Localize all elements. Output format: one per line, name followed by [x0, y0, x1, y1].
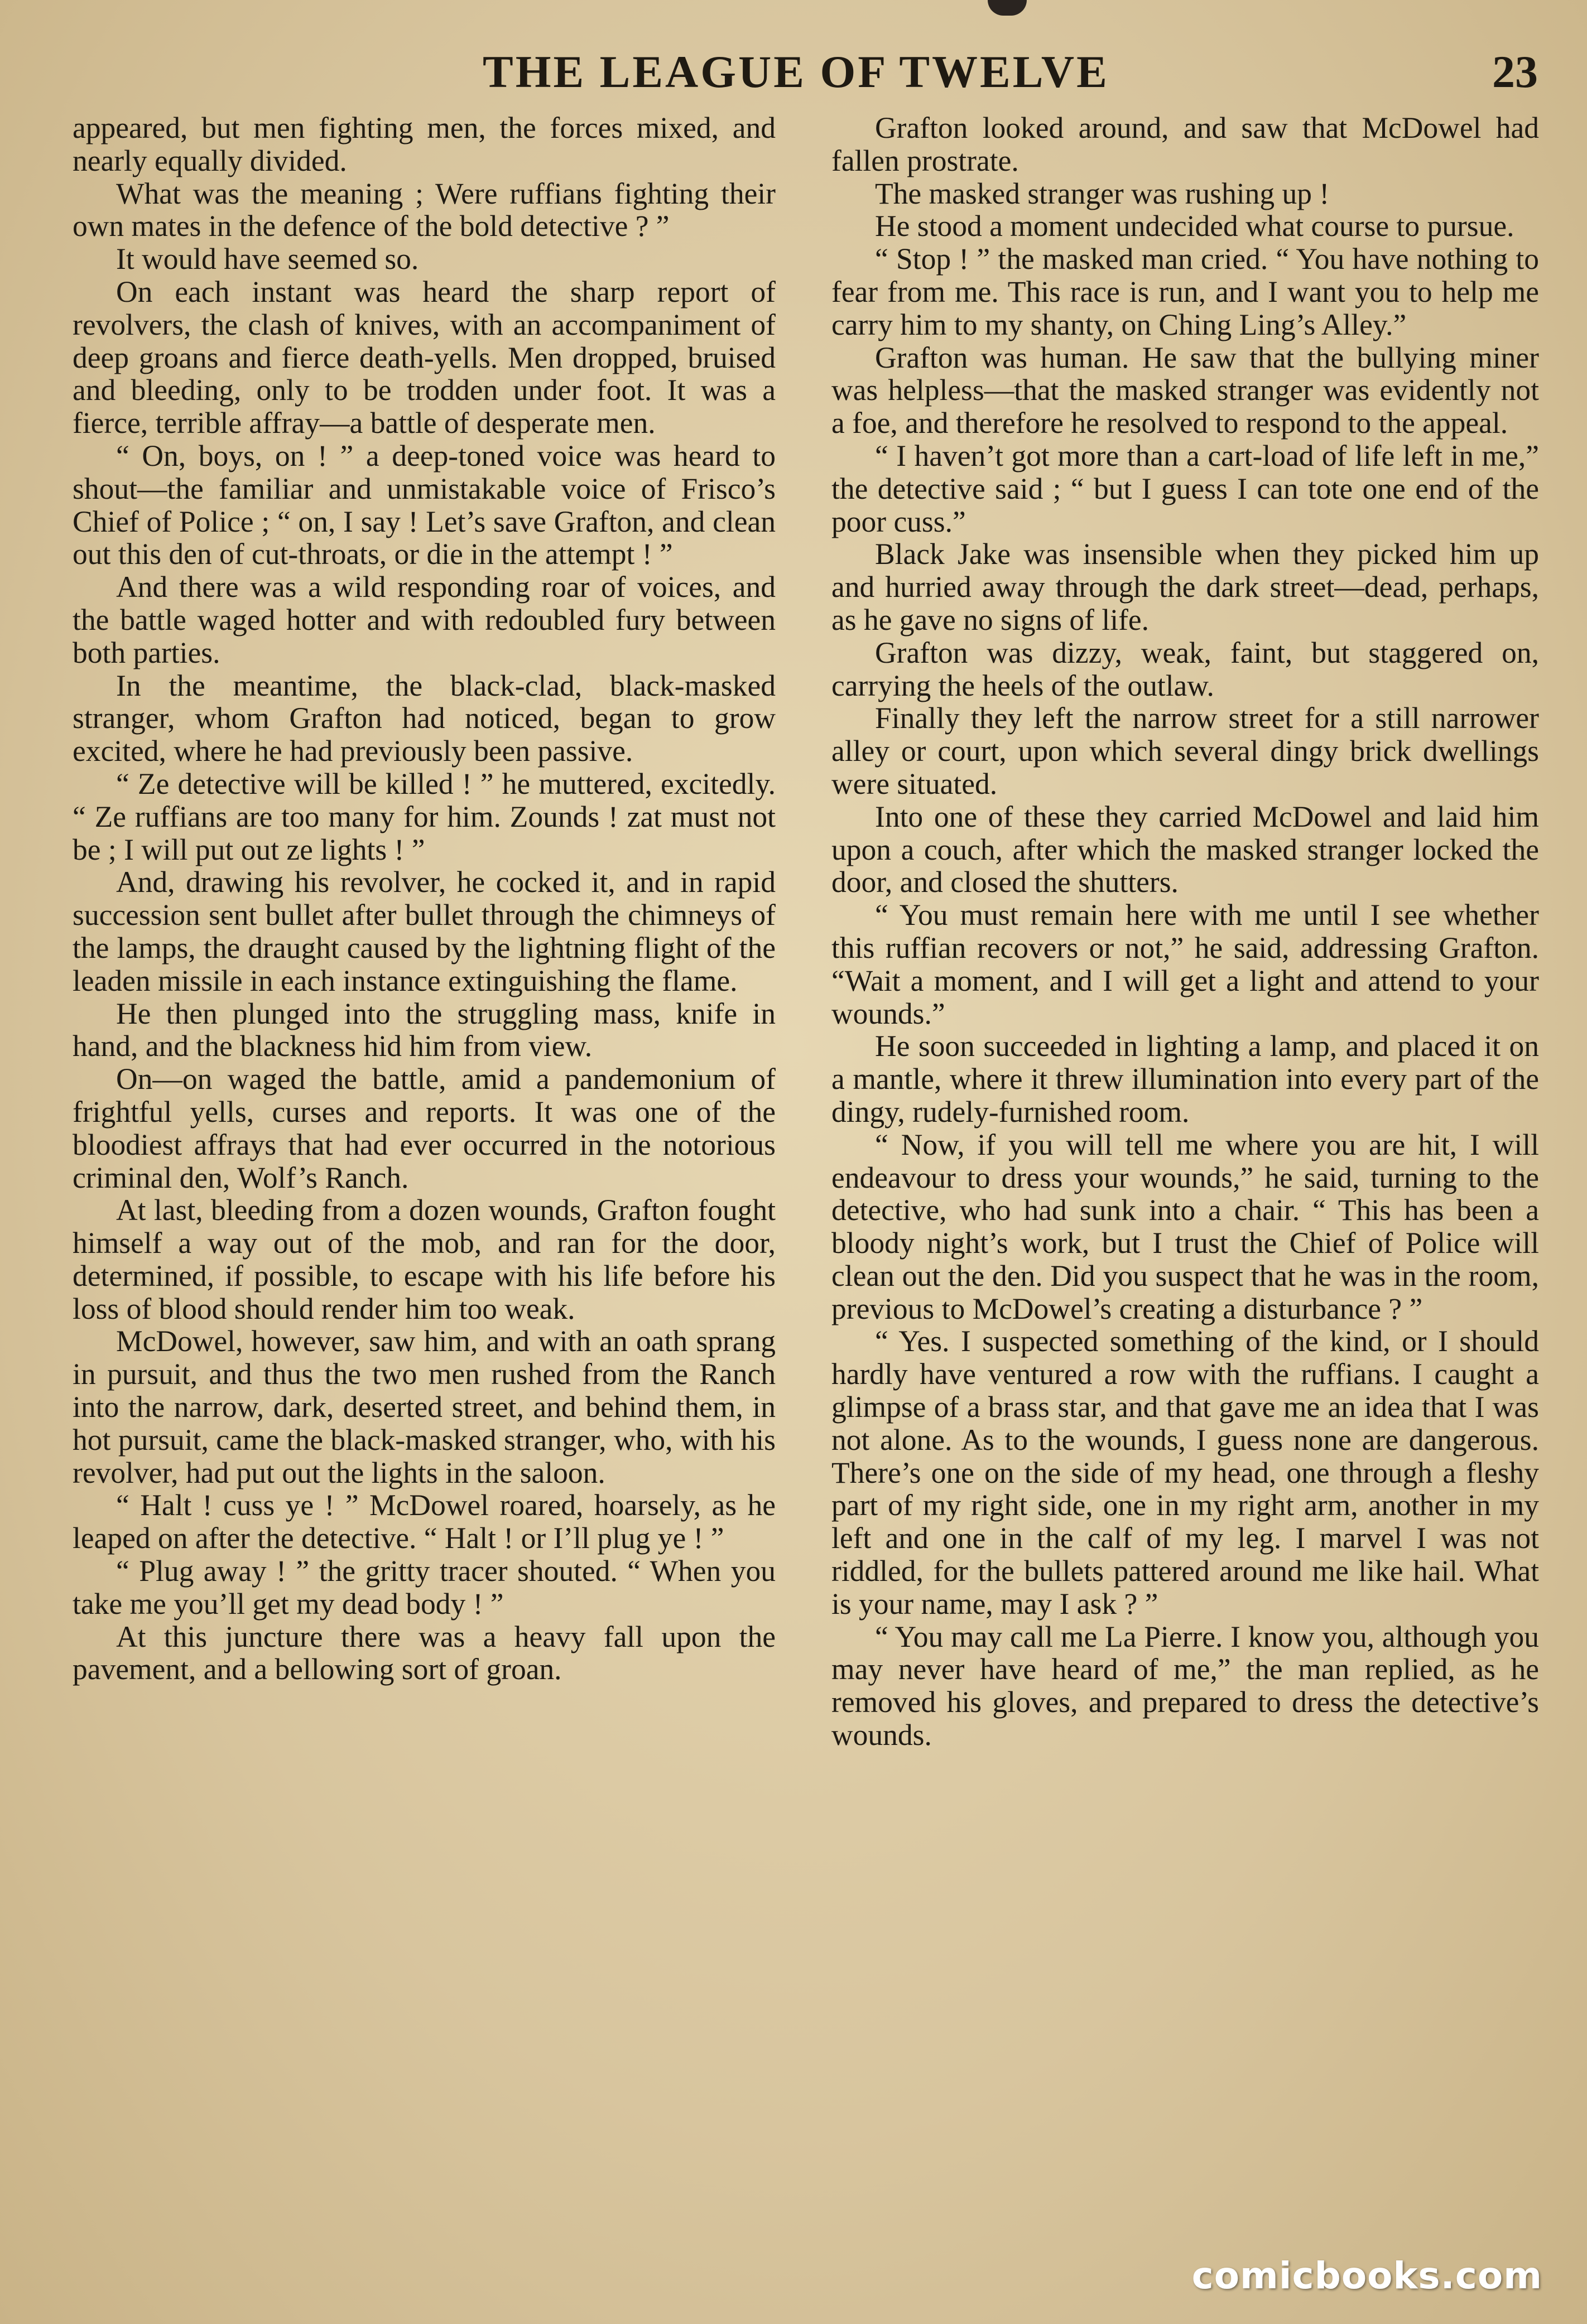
paragraph: appeared, but men fighting men, the forces mixed, and nearly equally divided.: [73, 111, 776, 177]
paragraph: In the meantime, the black-clad, black-masked stranger, whom Grafton had noticed, began to grow excited, where he had previously been passive.: [73, 668, 776, 768]
paragraph: Grafton looked around, and saw that McDowel had fallen prostrate.: [831, 111, 1539, 177]
paragraph: “ You may call me La Pierre. I know you, although you may never have heard of me,” the man replied, as he removed his gloves, and prepared to dress the detective’s wounds.: [831, 1619, 1539, 1752]
paragraph: He stood a moment undecided what course to pursue.: [875, 209, 1514, 243]
paragraph: Finally they left the narrow street for a still narrower alley or court, upon which several dingy brick dwellings were situated.: [831, 701, 1539, 801]
paragraph: McDowel, however, saw him, and with an oath sprang in pursuit, and thus the two men rushed from the Ranch into the narrow, dark, deserted street, and behind them, in hot pursuit, came the black-masked stranger, who, with his revolver, had put out the lights in the saloon.: [73, 1324, 776, 1489]
paragraph: “ Ze detective will be killed ! ” he muttered, excitedly. “ Ze ruffians are too many for him. Zounds ! zat must not be ; I will put out ze lights ! ”: [73, 766, 776, 866]
paragraph: On each instant was heard the sharp report of revolvers, the clash of knives, with an accompaniment of deep groans and fierce death-yells. Men dropped, bruised and bleeding, only to be trodden under foot. It was a fierce, terrible affray—a battle of desperate men.: [73, 274, 776, 440]
page-title: THE LEAGUE OF TWELVE: [483, 46, 1109, 97]
paragraph: Black Jake was insensible when they picked him up and hurried away through the dark street—dead, perhaps, as he gave no signs of life.: [831, 537, 1539, 637]
paragraph: Into one of these they carried McDowel and laid him upon a couch, after which the masked stranger locked the door, and closed the shutters.: [831, 799, 1539, 899]
paragraph: Grafton was human. He saw that the bullying miner was helpless—that the masked stranger was evidently not a foe, and therefore he resolved to respond to the appeal.: [831, 340, 1539, 440]
paragraph: He soon succeeded in lighting a lamp, and placed it on a mantle, where it threw illumination into every part of the dingy, rudely-furnished room.: [831, 1029, 1539, 1129]
paragraph: “ Now, if you will tell me where you are hit, I will endeavour to dress your wounds,” he said, turning to the detective, who had sunk into a chair. “ This has been a bloody night’s work, but I trust the Chief of Police will clean out the den. Did you suspect that he was in the room, previous to McDowel’s creating a disturbance ? ”: [831, 1127, 1539, 1325]
paragraph: And there was a wild responding roar of voices, and the battle waged hotter and with redoubled fury between both parties.: [73, 570, 776, 669]
paragraph: The masked stranger was rushing up !: [875, 176, 1330, 210]
paragraph: On—on waged the battle, amid a pandemonium of frightful yells, curses and reports. It was one of the bloodiest affrays that had ever occurred in the notorious criminal den, Wolf’s Ranch.: [73, 1062, 776, 1194]
paragraph: Grafton was dizzy, weak, faint, but staggered on, carrying the heels of the outlaw.: [831, 635, 1539, 702]
paragraph: At this juncture there was a heavy fall upon the pavement, and a bellowing sort of groan.: [73, 1619, 776, 1686]
left-column: [73, 112, 776, 1686]
paragraph: It would have seemed so.: [116, 242, 419, 276]
paragraph: “ Stop ! ” the masked man cried. “ You have nothing to fear from me. This race is run, and I want you to help me carry him to my shanty, on Ching Ling’s Alley.”: [831, 242, 1539, 341]
paragraph: “ You must remain here with me until I see whether this ruffian recovers or not,” he said, addressing Grafton. “Wait a moment, and I will get a light and attend to your wounds.”: [831, 898, 1539, 1030]
paragraph: What was the meaning ; Were ruffians fighting their own mates in the defence of the bold detective ? ”: [73, 176, 776, 243]
paragraph: “ Halt ! cuss ye ! ” McDowel roared, hoarsely, as he leaped on after the detective. “ Halt ! or I’ll plug ye ! ”: [73, 1488, 776, 1555]
paragraph: He then plunged into the struggling mass, knife in hand, and the blackness hid him from view.: [73, 996, 776, 1063]
paragraph: “ On, boys, on ! ” a deep-toned voice was heard to shout—the familiar and unmistakable voice of Frisco’s Chief of Police ; “ on, I say ! Let’s save Grafton, and clean out this den of cut-throats, or die in the attempt ! ”: [73, 438, 776, 571]
paragraph: And, drawing his revolver, he cocked it, and in rapid succession sent bullet after bullet through the chimneys of the lamps, the draught caused by the lightning flight of the leaden missile in each instance extinguishing the flame.: [73, 865, 776, 997]
paragraph: At last, bleeding from a dozen wounds, Grafton fought himself a way out of the mob, and ran for the door, determined, if possible, to escape with his life before his loss of blood should render him too weak.: [73, 1193, 776, 1325]
paragraph: “ Yes. I suspected something of the kind, or I should hardly have ventured a row with the ruffians. I caught a glimpse of a brass star, and that gave me an idea that I was not alone. As to the wounds, I guess none are dangerous. There’s one on the side of my head, one through a fleshy part of my right side, one in my right arm, another in my left and one in the calf of my leg. I marvel I was not riddled, for the bullets pattered around me like hail. What is your name, may I ask ? ”: [831, 1324, 1539, 1621]
paragraph: “ Plug away ! ” the gritty tracer shouted. “ When you take me you’ll get my dead body ! ”: [73, 1554, 776, 1621]
paragraph: “ I haven’t got more than a cart-load of life left in me,” the detective said ; “ but I guess I can tote one end of the poor cuss.”: [831, 438, 1539, 538]
site-watermark: comicbooks.com: [1191, 2254, 1542, 2297]
page-number: 23: [1492, 46, 1538, 97]
binding-mark: [988, 0, 1027, 16]
running-header: [73, 46, 1538, 102]
right-column: [831, 112, 1539, 1752]
